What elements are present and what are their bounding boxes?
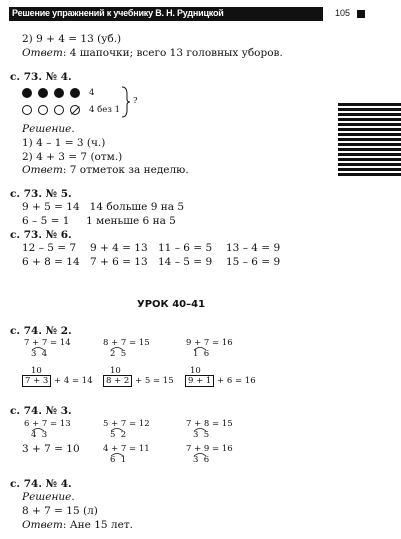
equation: 8 + 7 = 15 [103,338,150,348]
answer-text: : Ане 15 лет. [62,519,133,531]
equation: 3 + 7 = 10 [22,443,80,455]
question-mark: ? [133,96,138,106]
boxed-equation [103,376,174,386]
answer-text: : 4 шапочки; всего 13 головных уборов. [62,47,283,59]
text-line: 1) 4 – 1 = 3 (ч.) [22,137,106,149]
lesson-title: УРОК 40–41 [137,299,206,310]
filled-circle [70,88,80,98]
text-line: 6 – 5 = 1 1 меньше 6 на 5 [22,215,176,227]
boxed-equation [185,376,256,386]
header-title: Решение упражнений к учебнику В. Н. Рудницкой [12,8,224,18]
equation-rest: + 6 = 16 [217,376,256,386]
exercise-heading: с. 73. № 6. [10,229,72,241]
cross-line [71,106,80,115]
empty-circle [54,105,64,115]
exercise-heading: с. 74. № 2. [10,325,72,337]
split-numbers: 3 4 [31,349,48,359]
equation-rest: + 5 = 15 [135,376,174,386]
equation: 11 – 6 = 5 [158,242,213,254]
split-numbers: 5 2 [110,430,127,440]
exercise-heading: с. 73. № 4. [10,71,72,83]
solution-label: Решение. [22,123,75,135]
circles-bottom-label: 4 без 1 [89,105,121,115]
ten-label: 10 [110,366,121,376]
solution-label: Решение. [22,491,75,503]
exercise-heading: с. 73. № 5. [10,188,72,200]
boxed-equation [22,376,93,386]
equation: 15 – 6 = 9 [226,256,281,268]
text-line: 2) 4 + 3 = 7 (отм.) [22,151,123,163]
equation: 14 – 5 = 9 [158,256,213,268]
answer-line [22,47,283,59]
boxed-sum: 8 + 2 [103,375,132,387]
ten-label: 10 [31,366,42,376]
answer-label: Ответ [22,164,63,176]
answer-label: Ответ [22,519,63,531]
split-numbers: 1 6 [193,349,210,359]
header-bar [9,7,323,21]
striped-margin-tab [338,103,401,177]
equation: 4 + 7 = 11 [103,444,150,454]
equation-rest: + 4 = 14 [54,376,93,386]
equation: 13 – 4 = 9 [226,242,281,254]
equation: 9 + 4 = 13 [90,242,148,254]
split-numbers: 3 6 [193,455,210,465]
answer-label: Ответ [22,47,63,59]
split-numbers: 6 1 [110,455,127,465]
split-numbers: 4 3 [31,430,48,440]
page-number: 105 [335,8,351,18]
text-line: 9 + 5 = 14 14 больше 9 на 5 [22,201,185,213]
crossed-circle [70,105,80,115]
equation: 6 + 8 = 14 [22,256,80,268]
equation: 5 + 7 = 12 [103,419,150,429]
empty-circle [22,105,32,115]
filled-circle [54,88,64,98]
text-line: 8 + 7 = 15 (л) [22,505,98,517]
answer-text: : 7 отметок за неделю. [62,164,189,176]
exercise-heading: с. 74. № 4. [10,478,72,490]
split-numbers: 3 5 [193,430,210,440]
equation: 9 + 7 = 16 [186,338,233,348]
ten-label: 10 [190,366,201,376]
boxed-sum: 7 + 3 [22,375,51,387]
answer-line [22,519,133,531]
equation: 7 + 6 = 13 [90,256,148,268]
answer-line [22,164,189,176]
equation: 7 + 8 = 15 [186,419,233,429]
split-numbers: 2 5 [110,349,127,359]
boxed-sum: 9 + 1 [185,375,214,387]
filled-circle [22,88,32,98]
page-header [9,7,391,23]
equation: 12 – 5 = 7 [22,242,77,254]
equation: 7 + 7 = 14 [24,338,71,348]
empty-circle [38,105,48,115]
exercise-heading: с. 74. № 3. [10,405,72,417]
equation: 6 + 7 = 13 [24,419,71,429]
header-square [357,10,365,18]
circles-top-label: 4 [89,88,95,98]
equation: 7 + 9 = 16 [186,444,233,454]
text-line: 2) 9 + 4 = 13 (уб.) [22,33,122,45]
filled-circle [38,88,48,98]
brace-icon [121,86,131,118]
